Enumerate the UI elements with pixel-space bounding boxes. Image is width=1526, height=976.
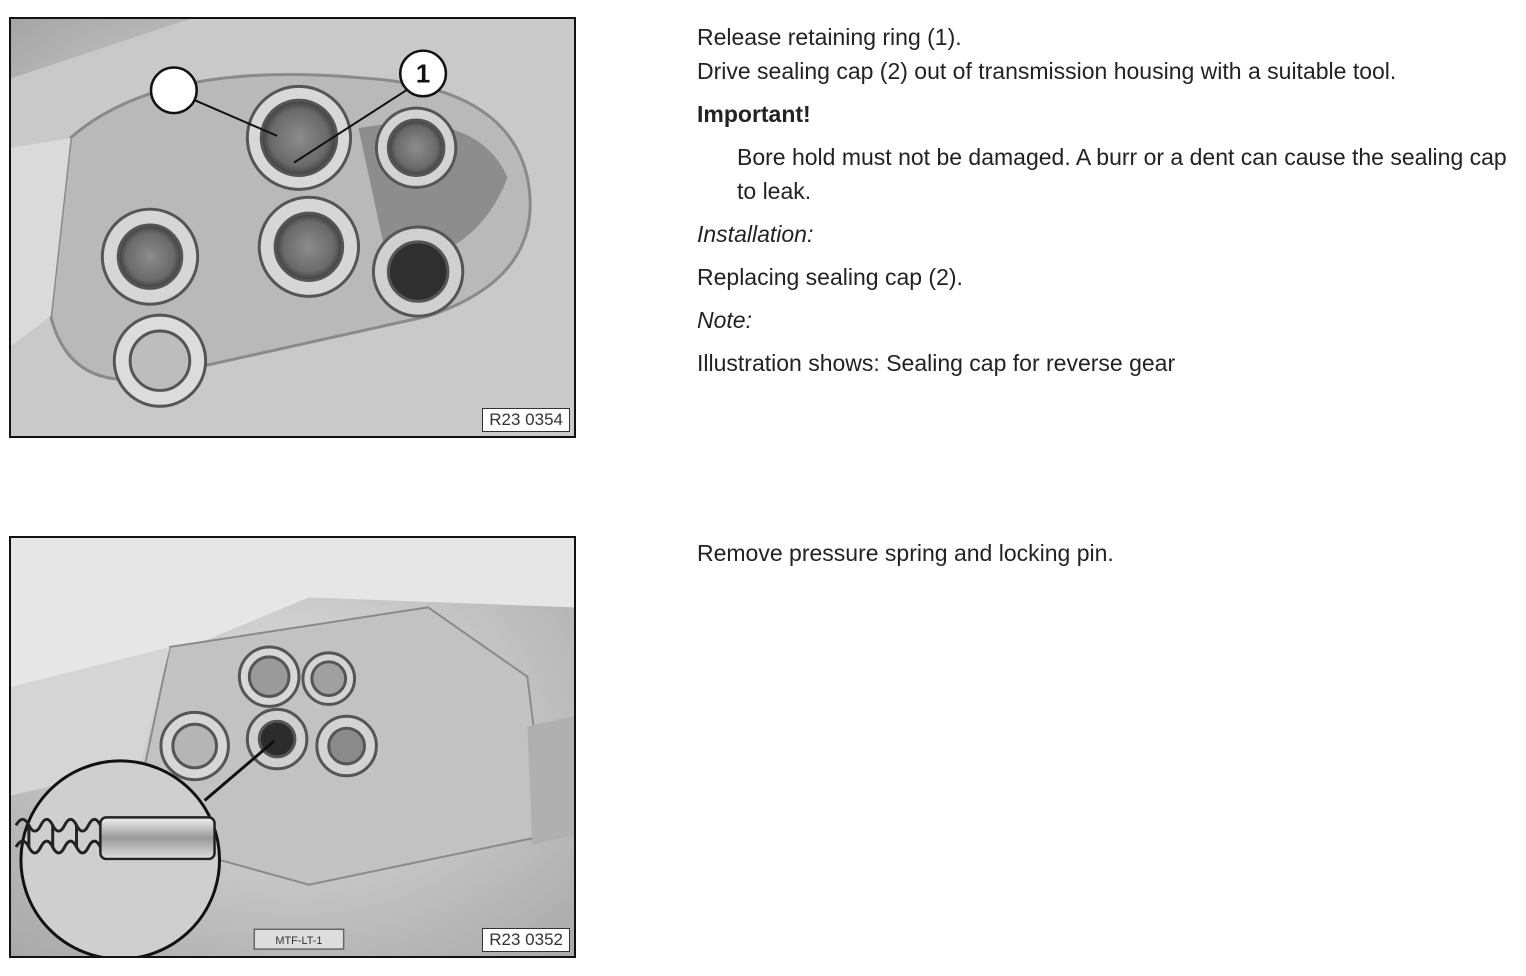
instruction-block-2: [697, 536, 1517, 570]
locking-pin-detail: [100, 817, 214, 859]
housing-stamp: MTF-LT-1: [275, 935, 323, 948]
callout-1-label: 1: [415, 60, 431, 89]
transmission-housing-photo-2: [11, 538, 574, 956]
note-heading: Note:: [697, 307, 752, 333]
instruction-block-1: [697, 20, 1517, 380]
callout-2: [151, 68, 197, 114]
figure-label: R23 0354: [482, 408, 570, 432]
important-text: Bore hold must not be damaged. A burr or a dent can cause the sealing cap to leak.: [737, 144, 1507, 204]
step-drive-sealing-cap: Drive sealing cap (2) out of transmission housing with a suitable tool.: [697, 58, 1397, 84]
installation-text: Replacing sealing cap (2).: [697, 264, 963, 290]
step-release-retaining-ring: Release retaining ring (1).: [697, 24, 962, 50]
transmission-housing-photo-1: [11, 19, 574, 436]
note-text: Illustration shows: Sealing cap for reverse gear: [697, 350, 1176, 376]
figure-label: R23 0352: [482, 928, 570, 952]
illustration-pressure-spring: [9, 536, 576, 958]
installation-heading: Installation:: [697, 221, 814, 247]
illustration-sealing-cap: [9, 17, 576, 438]
important-heading: Important!: [697, 101, 811, 127]
step-remove-pressure-spring: Remove pressure spring and locking pin.: [697, 540, 1114, 566]
